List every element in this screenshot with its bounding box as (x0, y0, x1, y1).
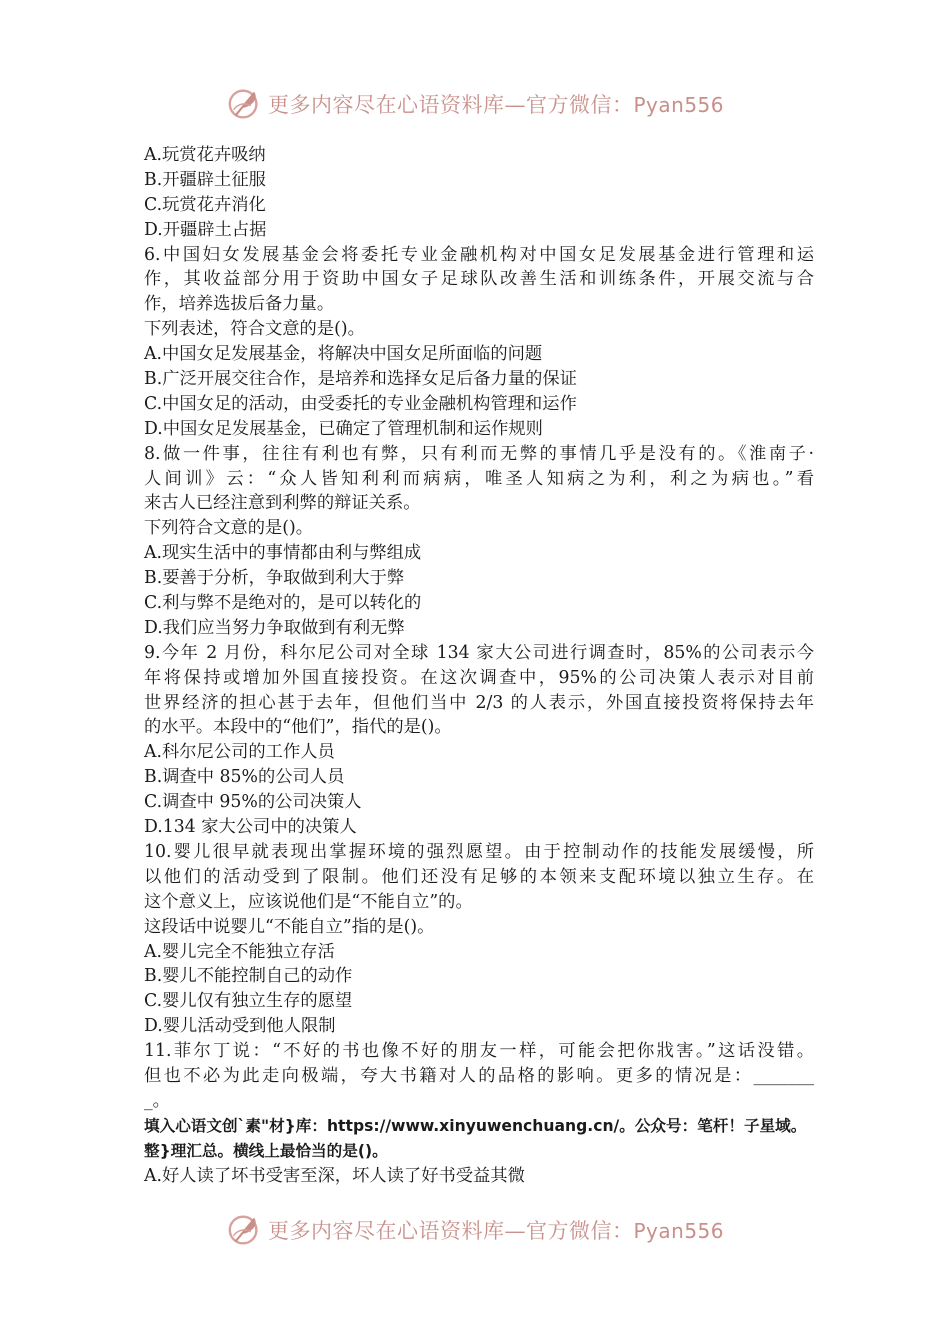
footer-banner (226, 1210, 724, 1250)
question-11-text: 但也不必为此走向极端，夸大书籍对人的品格的影响。更多的情况是：_______ (144, 1065, 814, 1086)
option-a: A.婴儿完全不能独立存活 (144, 941, 335, 962)
question-11-text: _。 (144, 1090, 170, 1111)
question-8-text: 来古人已经注意到利弊的辩证关系。 (144, 493, 421, 514)
question-11-prompt: 整}理汇总。横线上最恰当的是()。 (144, 1141, 388, 1160)
question-10-text: 这个意义上，应该说他们是“不能自立”的。 (144, 891, 473, 912)
footer-banner-text: 更多内容尽在心语资料库—官方微信：Pyan556 (268, 1219, 725, 1243)
option-c: C.利与弊不是绝对的，是可以转化的 (144, 593, 422, 614)
header-banner-text: 更多内容尽在心语资料库—官方微信：Pyan556 (268, 93, 725, 117)
document-body (144, 143, 814, 1188)
question-8-text: 8.做一件事，往往有利也有弊，只有利而无弊的事情几乎是没有的。《淮南子· (144, 443, 814, 464)
option-a: A.玩赏花卉吸纳 (144, 145, 266, 165)
question-6-text: 作，其收益部分用于资助中国女子足球队改善生活和训练条件，开展交流与合 (144, 269, 814, 290)
question-9-text: 年将保持或增加外国直接投资。在这次调查中，95%的公司决策人表示对目前 (144, 667, 814, 688)
question-6-text: 6.中国妇女发展基金会将委托专业金融机构对中国女足发展基金进行管理和运 (144, 244, 814, 265)
question-8-text: 人间训》云：“众人皆知利利而病病，唯圣人知病之为利，利之为病也。”看 (144, 468, 814, 489)
quill-logo-icon (226, 85, 264, 123)
option-b: B.调查中 85%的公司人员 (144, 767, 345, 788)
question-10-prompt: 这段话中说婴儿“不能自立”指的是()。 (144, 916, 435, 937)
option-c: C.调查中 95%的公司决策人 (144, 792, 362, 813)
option-c: C.玩赏花卉消化 (144, 194, 266, 215)
option-b: B.广泛开展交往合作，是培养和选择女足后备力量的保证 (144, 369, 577, 390)
option-b: B.开疆辟土征服 (144, 169, 266, 190)
question-11-text: 11.菲尔丁说：“不好的书也像不好的朋友一样，可能会把你戕害。”这话没错。 (144, 1041, 814, 1062)
question-9-text: 世界经济的担心甚于去年，但他们当中 2/3 的人表示，外国直接投资将保持去年 (144, 692, 814, 713)
question-9-prompt: 的水平。本段中的“他们”，指代的是()。 (144, 717, 452, 738)
question-10-text: 以他们的活动受到了限制。他们还没有足够的本领来支配环境以独立生存。在 (144, 866, 814, 887)
question-6-prompt: 下列表述，符合文意的是()。 (144, 319, 365, 340)
question-10-text: 10.婴儿很早就表现出掌握环境的强烈愿望。由于控制动作的技能发展缓慢，所 (144, 841, 814, 862)
option-d: D.134 家大公司中的决策人 (144, 817, 357, 838)
quill-logo-icon (226, 1211, 264, 1249)
option-c: C.中国女足的活动，由受委托的专业金融机构管理和运作 (144, 393, 577, 414)
option-d: D.开疆辟土占据 (144, 219, 267, 240)
option-d: D.婴儿活动受到他人限制 (144, 1016, 336, 1037)
option-b: B.婴儿不能控制自己的动作 (144, 966, 353, 987)
question-6-text: 作，培养选拔后备力量。 (144, 294, 335, 315)
option-c: C.婴儿仅有独立生存的愿望 (144, 991, 353, 1012)
option-a: A.科尔尼公司的工作人员 (144, 742, 335, 763)
question-9-text: 9.今年 2 月份，科尔尼公司对全球 134 家大公司进行调查时，85%的公司表示今 (144, 642, 814, 663)
option-a: A.现实生活中的事情都由利与弊组成 (144, 543, 422, 564)
option-d: D.中国女足发展基金，已确定了管理机制和运作规则 (144, 418, 543, 439)
option-a: A.中国女足发展基金，将解决中国女足所面临的问题 (144, 344, 543, 365)
header-banner (226, 84, 724, 124)
option-d: D.我们应当努力争取做到有利无弊 (144, 617, 405, 638)
option-b: B.要善于分析，争取做到利大于弊 (144, 568, 405, 589)
question-8-prompt: 下列符合文意的是()。 (144, 518, 314, 539)
option-a: A.好人读了坏书受害至深，坏人读了好书受益其微 (144, 1165, 525, 1186)
watermark-notice: 填入心语文创`素"材}库：https://www.xinyuwenchuang.cn/。公众号：笔杆！子星域。 (144, 1116, 807, 1135)
